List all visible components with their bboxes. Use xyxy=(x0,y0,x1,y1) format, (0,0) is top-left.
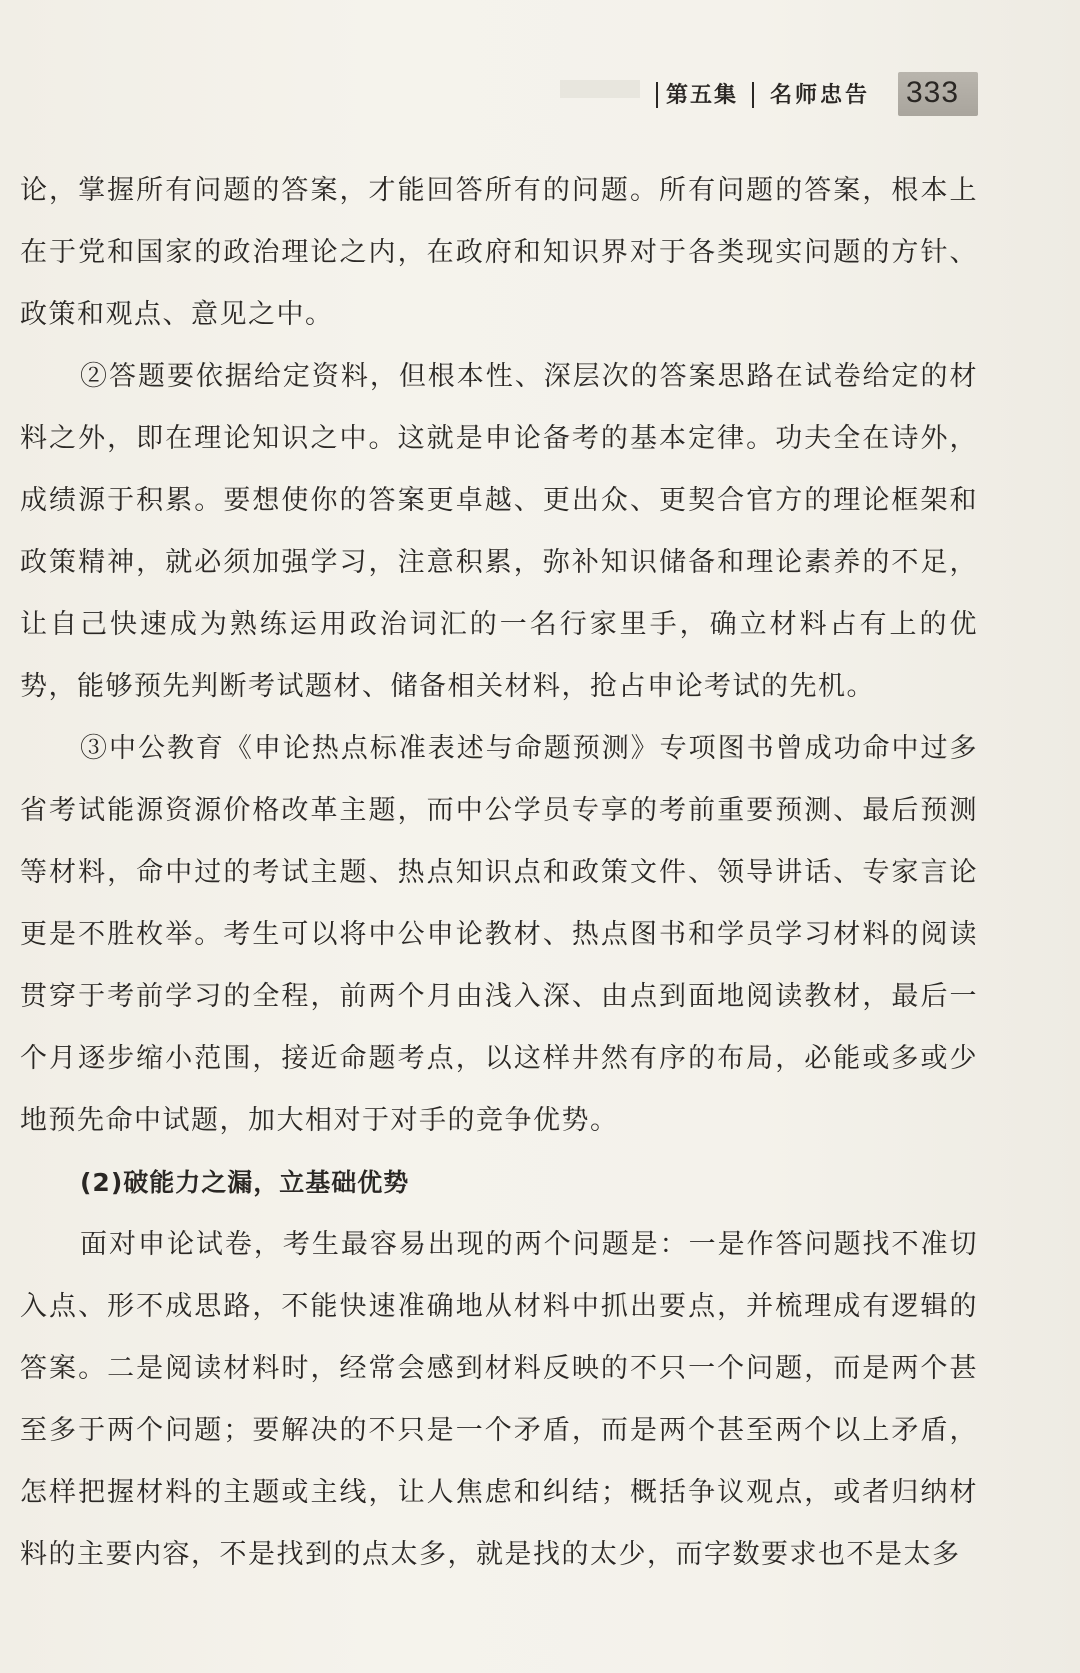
body-text xyxy=(20,160,978,1586)
header-divider xyxy=(752,82,754,108)
paragraph: 面对申论试卷，考生最容易出现的两个问题是：一是作答问题找不准切入点、形不成思路，不能快速准确地从材料中抓出要点，并梳理成有逻辑的答案。二是阅读材料时，经常会感到材料反映的不只一个问题，而是两个甚至多于两个问题；要解决的不只是一个矛盾，而是两个甚至两个以上矛盾，怎样把握材料的主题或主线，让人焦虑和纠结；概括争议观点，或者归纳材料的主要内容，不是找到的点太多，就是找的太少，而字数要求也不是太多 xyxy=(20,1229,978,1570)
running-header xyxy=(0,72,980,122)
paragraph: ③中公教育《申论热点标准表述与命题预测》专项图书曾成功命中过多省考试能源资源价格改革主题，而中公学员专享的考前重要预测、最后预测等材料，命中过的考试主题、热点知识点和政策文件、领导讲话、专家言论更是不胜枚举。考生可以将中公申论教材、热点图书和学员学习材料的阅读贯穿于考前学习的全程，前两个月由浅入深、由点到面地阅读教材，最后一个月逐步缩小范围，接近命题考点，以这样井然有序的布局，必能或多或少地预先命中试题，加大相对于对手的竞争优势。 xyxy=(20,733,978,1136)
page-number: 333 xyxy=(906,76,960,109)
section-subheading: (2)破能力之漏，立基础优势 xyxy=(80,1168,410,1197)
header-divider xyxy=(656,82,658,108)
header-section: 第五集 xyxy=(666,83,739,108)
paragraph-continuation: 论，掌握所有问题的答案，才能回答所有的问题。所有问题的答案，根本上在于党和国家的政治理论之内，在政府和知识界对于各类现实问题的方针、政策和观点、意见之中。 xyxy=(20,175,978,330)
paragraph: ②答题要依据给定资料，但根本性、深层次的答案思路在试卷给定的材料之外，即在理论知识之中。这就是申论备考的基本定律。功夫全在诗外，成绩源于积累。要想使你的答案更卓越、更出众、更契合官方的理论框架和政策精神，就必须加强学习，注意积累，弥补知识储备和理论素养的不足，让自己快速成为熟练运用政治词汇的一名行家里手，确立材料占有上的优势，能够预先判断考试题材、储备相关材料，抢占申论考试的先机。 xyxy=(20,361,978,702)
header-chapter: 名师忠告 xyxy=(770,83,871,108)
bleed-through-mark xyxy=(560,80,640,98)
